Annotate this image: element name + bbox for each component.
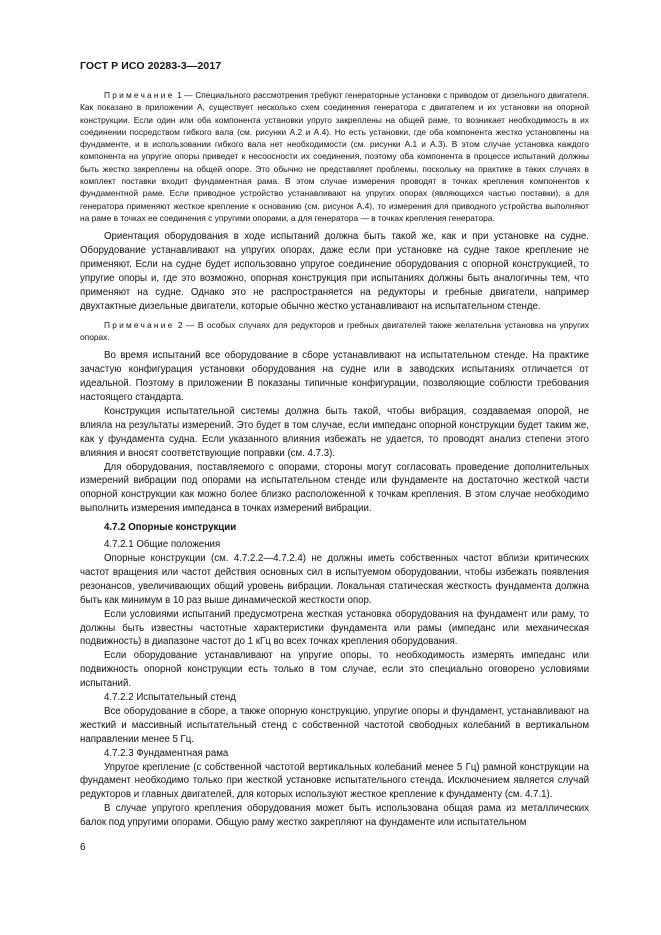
note-1: [80, 89, 589, 224]
subsection-title: 4.7.2.3 Фундаментная рама: [104, 747, 229, 759]
subsection-title: 4.7.2.2 Испытательный стенд: [104, 692, 236, 704]
paragraph-frame-1: Упругое крепление (с собственной частотой вертикальных колебаний менее 5 Гц) рамной конструкции на фундамент необходимо только при жесткой установке испытательного стенда. Исключением является случай редукторов и главных двигателей, для которых используют жесткое крепление к фундаменту (см. 4.7.1).: [80, 761, 589, 801]
paragraph-test-assembly: Во время испытаний все оборудование в сборе устанавливают на испытательном стенде. На практике зачастую конфигурация установки оборудования на судне или в заводских испытаниях отличается от идеальной. Поэтому в приложении В показаны типичные конфигурации, позволяющие соблюсти требования настоящего стандарта.: [80, 350, 589, 404]
page-number: 6: [80, 842, 86, 853]
document-header: ГОСТ Р ИСО 20283-3—2017: [80, 60, 222, 72]
paragraph-general-2: Если условиями испытаний предусмотрена жесткая установка оборудования на фундамент или раму, то должны быть известны частотные характеристики фундамента или рамы (импеданс или механическая подвижность) в диапазоне частот до 1 кГц во всех точках крепления оборудования.: [80, 608, 589, 648]
page-content: [80, 89, 589, 830]
paragraph-frame-2: В случае упругого крепления оборудования может быть использована общая рама из металлических балок под упругими опорами. Общую раму жестко закрепляют на фундаменте или испытательном: [80, 803, 589, 829]
note-label: Примечание: [104, 90, 175, 100]
paragraph-general-1: Опорные конструкции (см. 4.7.2.2—4.7.2.4) не должны иметь собственных частот вблизи критических частот вращения или частот действия основных сил в испытуемом оборудовании, чтобы избежать появления резонансов, увеличивающих общий уровень вибрации. Локальная статическая жесткость фундамента должна быть как минимум в 10 раз выше динамической жесткости опор.: [80, 552, 589, 606]
paragraph-supplied-mounts: Для оборудования, поставляемого с опорами, стороны могут согласовать проведение дополнительных измерений вибрации под опорами на испытательном стенде или фундаменте на достаточно жесткой части опорной конструкции как можно более близко расположенной к точкам крепления. В этом случае необходимо выполнить измерения импеданса в точках измерений вибрации.: [80, 461, 589, 515]
paragraph-orientation: Ориентация оборудования в ходе испытаний должна быть такой же, как и при установке на судне. Оборудование устанавливают на упругих опорах, даже если при установке на судне такое крепление не применяют. Если на судне будет использовано упругое соединение оборудования с опорной конструкцией, то упругие опоры и, где это возможно, опорная конструкция при испытаниях должны быть аналогичны тем, что применяют на судне. Однако это не распространяется на редукторы и гребные двигатели, например двухтактные дизельные двигатели, которые обычно жестко устанавливают на испытательном стенде.: [80, 231, 589, 312]
paragraph-general-3: Если оборудование устанавливают на упругие опоры, то необходимость измерять импеданс или подвижность опорной конструкции есть только в том случае, если это специально оговорено условиями испытаний.: [80, 650, 589, 690]
paragraph-test-system-design: Конструкция испытательной системы должна быть такой, чтобы вибрация, создаваемая опорой, не влияла на результаты измерений. Это будет в том случае, если импеданс опорной конструкции будет таким же, как у фундамента судна. Если указанного влияния избежать не удается, то проводят анализ степени этого влияния и вносят соответствующие поправки (см. 4.7.3).: [80, 405, 589, 459]
note-label: Примечание: [104, 319, 175, 330]
subsection-title: 4.7.2.1 Общие положения: [104, 539, 221, 551]
note-text: 1 — Специального рассмотрения требуют генераторные установки с приводом от дизельного двигателя. Как показано в приложении А, существует несколько схем соединения генератора с двигателем и их установки на опорной конструкции. Если один или оба компонента установки упруго закреплены на общей раме, то возникает необходимость в их соединении посредством гибкого вала (см. рисунки А.2 и А.4). Но есть установки, где оба компонента жестко установлены на фундаменте, и в использовании гибкого вала нет необходимости (см. рисунки А.1 и А.3). В этом случае установка каждого компонента на упругие опоры приведет к несоосности их соединения, поэтому оба компонента в процессе испытаний должны быть жестко закреплены на общей опоре. Это обычно не представляет проблемы, поскольку на практике в таких случаях в комплект поставки входит фундаментная рама. В этом случае измерения проводят в точках крепления компонентов к фундаментной раме. Если приводное устройство устанавливают на упругих опорах (являющихся частью поставки), а для генератора применяют жесткое крепление к основанию (см. рисунок А.4), то измерения для приводного устройства выполняют на раме в точках ее соединения с упругими опорами, а для генератора — в точках крепления генератора.: [80, 90, 589, 223]
section-heading: 4.7.2 Опорные конструкции: [104, 522, 237, 534]
note-2: [80, 319, 589, 344]
note-text: 2 — В особых случаях для редукторов и гребных двигателей также желательна установка на упругих опорах.: [80, 319, 589, 342]
paragraph-test-bench: Все оборудование в сборе, а также опорную конструкцию, упругие опоры и фундамент, устанавливают на жесткий и массивный испытательный стенд с собственной частотой свободных колебаний в вертикальном направлении менее 5 Гц.: [80, 705, 589, 745]
